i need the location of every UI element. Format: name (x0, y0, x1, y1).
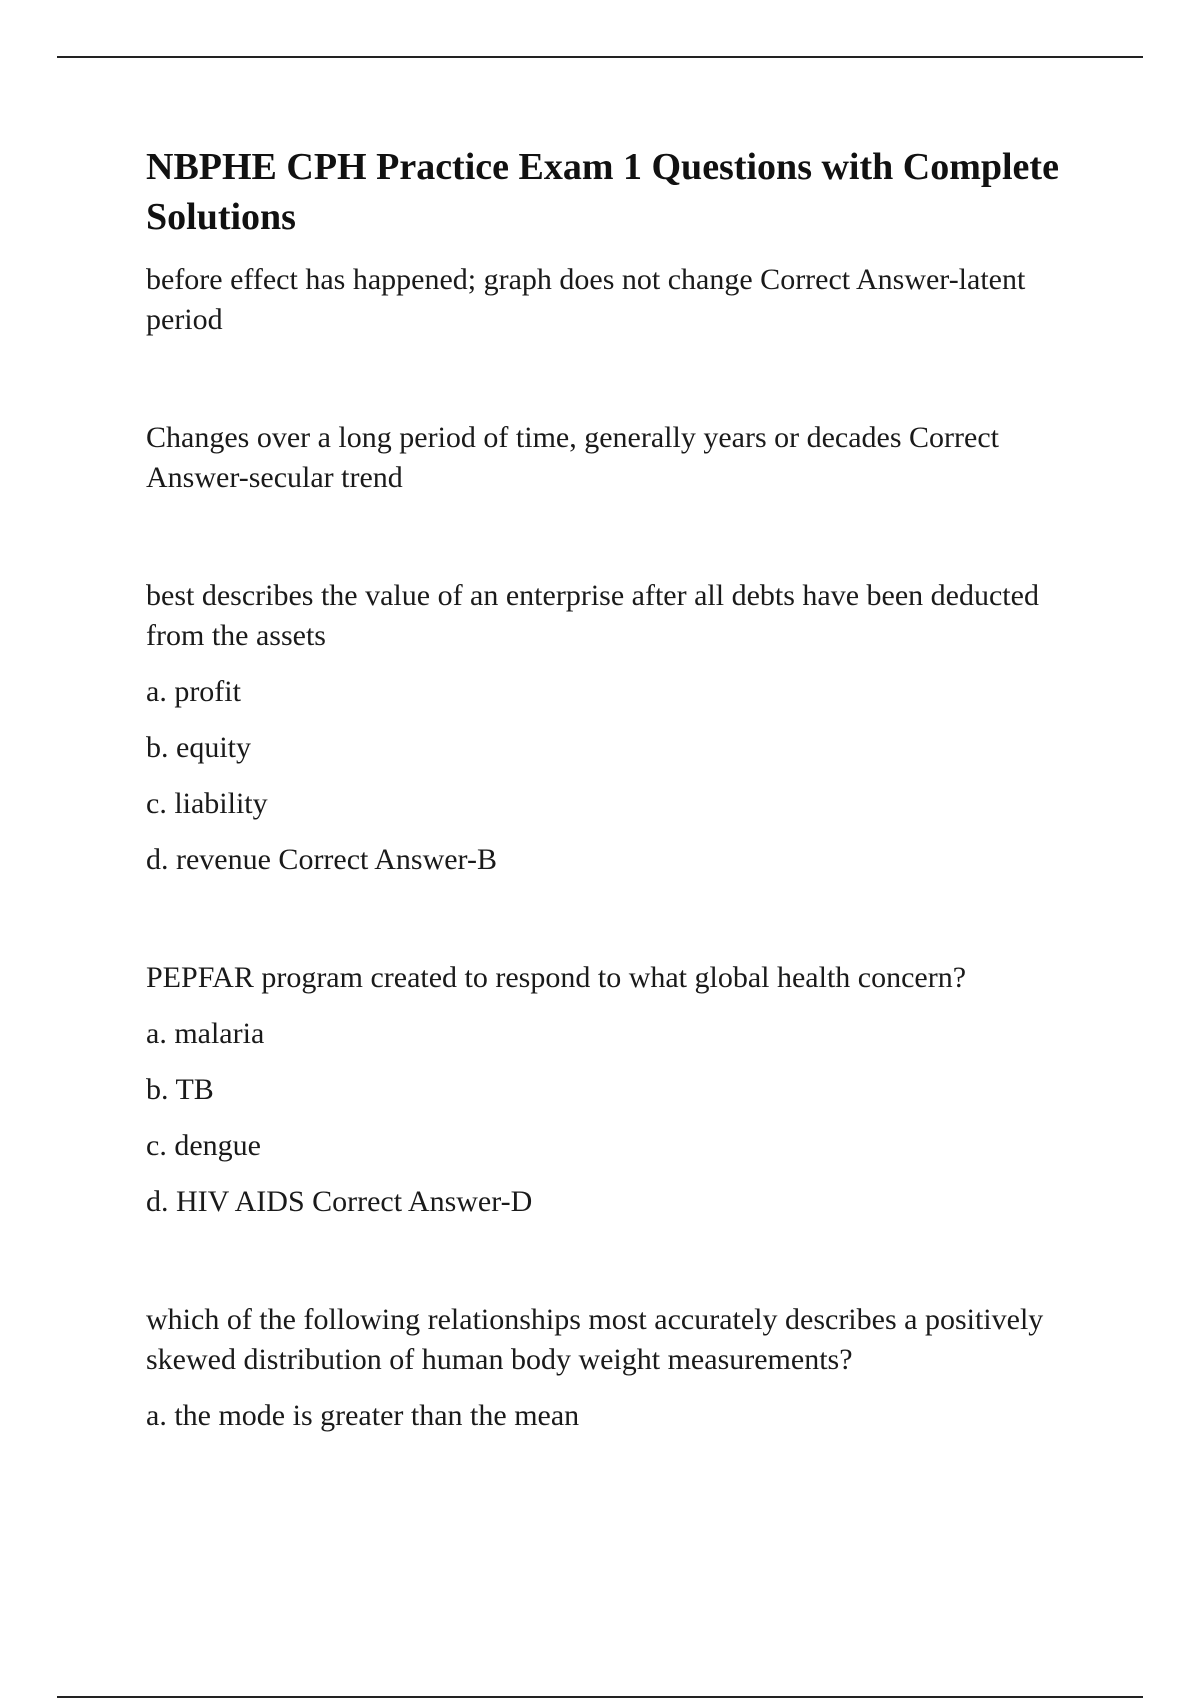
option-a: a. profit (146, 675, 241, 708)
question-text: before effect has happened; graph does not change Correct Answer-latent period (146, 263, 1026, 336)
document-body (146, 142, 1086, 1514)
question-3 (146, 576, 1086, 880)
option-b: b. equity (146, 731, 251, 764)
option-d: d. revenue Correct Answer-B (146, 843, 497, 876)
question-4 (146, 958, 1086, 1222)
question-text: best describes the value of an enterprise after all debts have been deducted from the assets (146, 579, 1039, 652)
question-text: which of the following relationships most accurately describes a positively skewed distribution of human body weight measurements? (146, 1303, 1044, 1376)
top-rule (57, 56, 1143, 58)
option-c: c. dengue (146, 1129, 261, 1162)
option-b: b. TB (146, 1073, 214, 1106)
option-a: a. malaria (146, 1017, 265, 1050)
document-title: NBPHE CPH Practice Exam 1 Questions with Complete Solutions (146, 146, 1059, 238)
question-1 (146, 260, 1086, 340)
option-d: d. HIV AIDS Correct Answer-D (146, 1185, 533, 1218)
question-text: PEPFAR program created to respond to what global health concern? (146, 961, 967, 994)
question-text: Changes over a long period of time, generally years or decades Correct Answer-secular trend (146, 421, 1000, 494)
question-2 (146, 418, 1086, 498)
question-5 (146, 1300, 1086, 1436)
bottom-rule (57, 1696, 1143, 1698)
option-c: c. liability (146, 787, 268, 820)
option-a: a. the mode is greater than the mean (146, 1399, 580, 1432)
